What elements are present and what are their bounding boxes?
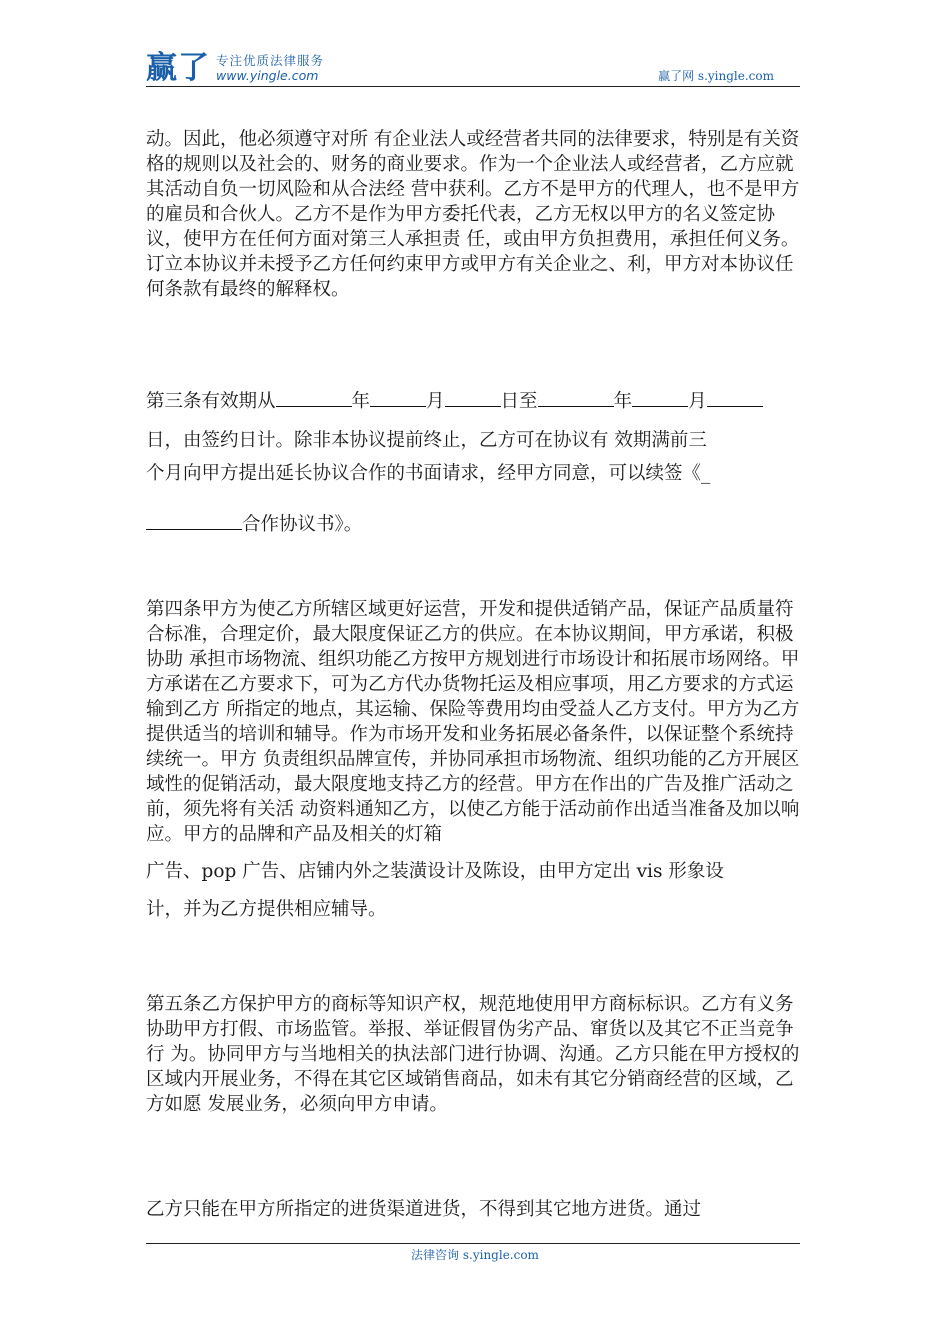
blank-month-1 [370, 388, 426, 407]
article-4 [146, 597, 806, 922]
blank-year-2 [538, 388, 614, 407]
paragraph-continuation: 动。因此，他必须遵守对所 有企业法人或经营者共同的法律要求，特别是有关资格的规则以及社会的、财务的商业要求。作为一个企业法人或经营者，乙方应就其活动自负一切风险和从合法经 营中获利。乙方不是甲方的代理人，也不是甲方的雇员和合伙人。乙方不是作为甲方委托代表，乙方无权以甲方的名义签定协议，使甲方在任何方面对第三人承担责 任，或由甲方负担费用，承担任何义务。订立本协议并未授予乙方任何约束甲方或甲方有关企业之、利，甲方对本协议任何条款有最终的解释权。 [146, 129, 800, 300]
blank-year-1 [276, 388, 352, 407]
article-4-main: 第四条甲方为使乙方所辖区域更好运营，开发和提供适销产品，保证产品质量符合标准，合理定价，最大限度保证乙方的供应。在本协议期间，甲方承诺，积极协助 承担市场物流、组织功能乙方按甲方规划进行市场设计和拓展市场网络。甲方承诺在乙方要求下，可为乙方代办货物托运及相应事项，用乙方要求的方式运输到乙方 所指定的地点，其运输、保险等费用均由受益人乙方支付。甲方为乙方提供适当的培训和辅导。作为市场开发和业务拓展必备条件，以保证整个系统持续统一。甲方 负责组织品牌宣传，并协同承担市场物流、组织功能的乙方开展区域性的促销活动，最大限度地支持乙方的经营。甲方在作出的广告及推广活动之前，须先将有关活 动资料通知乙方，以使乙方能于活动前作出适当准备及加以响应。甲方的品牌和产品及相关的灯箱 [146, 599, 800, 845]
header-divider [146, 86, 800, 87]
logo[interactable]: 赢了 [146, 50, 210, 86]
agreement-suffix: 合作协议书》。 [242, 514, 363, 535]
paragraph-purchase-channel: 乙方只能在甲方所指定的进货渠道进货，不得到其它地方进货。通过 [146, 1199, 702, 1220]
blank-day-2 [707, 388, 763, 407]
article-3-line-4 [146, 511, 816, 537]
month-label-2: 月 [688, 391, 707, 412]
day-label-1: 日至 [500, 391, 538, 412]
footer-divider [146, 1243, 800, 1244]
logo-slogan: 专注优质法律服务 [216, 53, 325, 68]
month-label-1: 月 [426, 391, 445, 412]
year-label-1: 年 [351, 391, 371, 412]
article-3-line-3: 个月向甲方提出延长协议合作的书面请求，经甲方同意，可以续签《_ [146, 463, 711, 484]
blank-day-1 [445, 388, 501, 407]
header-site-link[interactable]: 赢了网 s.yingle.com [658, 69, 774, 83]
article-3-line-1 [146, 388, 816, 414]
article-3-line-2: 日，由签约日计。除非本协议提前终止，乙方可在协议有 效期满前三 [146, 430, 707, 451]
article-4-line-c: 计，并为乙方提供相应辅导。 [146, 899, 387, 920]
article-4-line-b: 广告、pop 广告、店铺内外之装潢设计及陈设，由甲方定出 vis 形象设 [146, 861, 724, 882]
article-5: 第五条乙方保护甲方的商标等知识产权，规范地使用甲方商标标识。乙方有义务协助甲方打假、市场监管。举报、举证假冒伪劣产品、窜货以及其它不正当竞争行 为。协同甲方与当地相关的执法部门进行协调、沟通。乙方只能在甲方授权的区域内开展业务，不得在其它区域销售商品，如未有其它分销商经营的区域，乙方如愿 发展业务，必须向甲方申请。 [146, 994, 800, 1115]
year-label-2: 年 [613, 391, 633, 412]
page-header [146, 48, 800, 88]
article-3-prefix: 第三条有效期从 [146, 391, 276, 412]
blank-agreement-name [146, 511, 242, 530]
logo-url[interactable]: www.yingle.com [216, 68, 319, 83]
blank-month-2 [632, 388, 688, 407]
footer-link[interactable]: 法律咨询 s.yingle.com [411, 1248, 539, 1262]
